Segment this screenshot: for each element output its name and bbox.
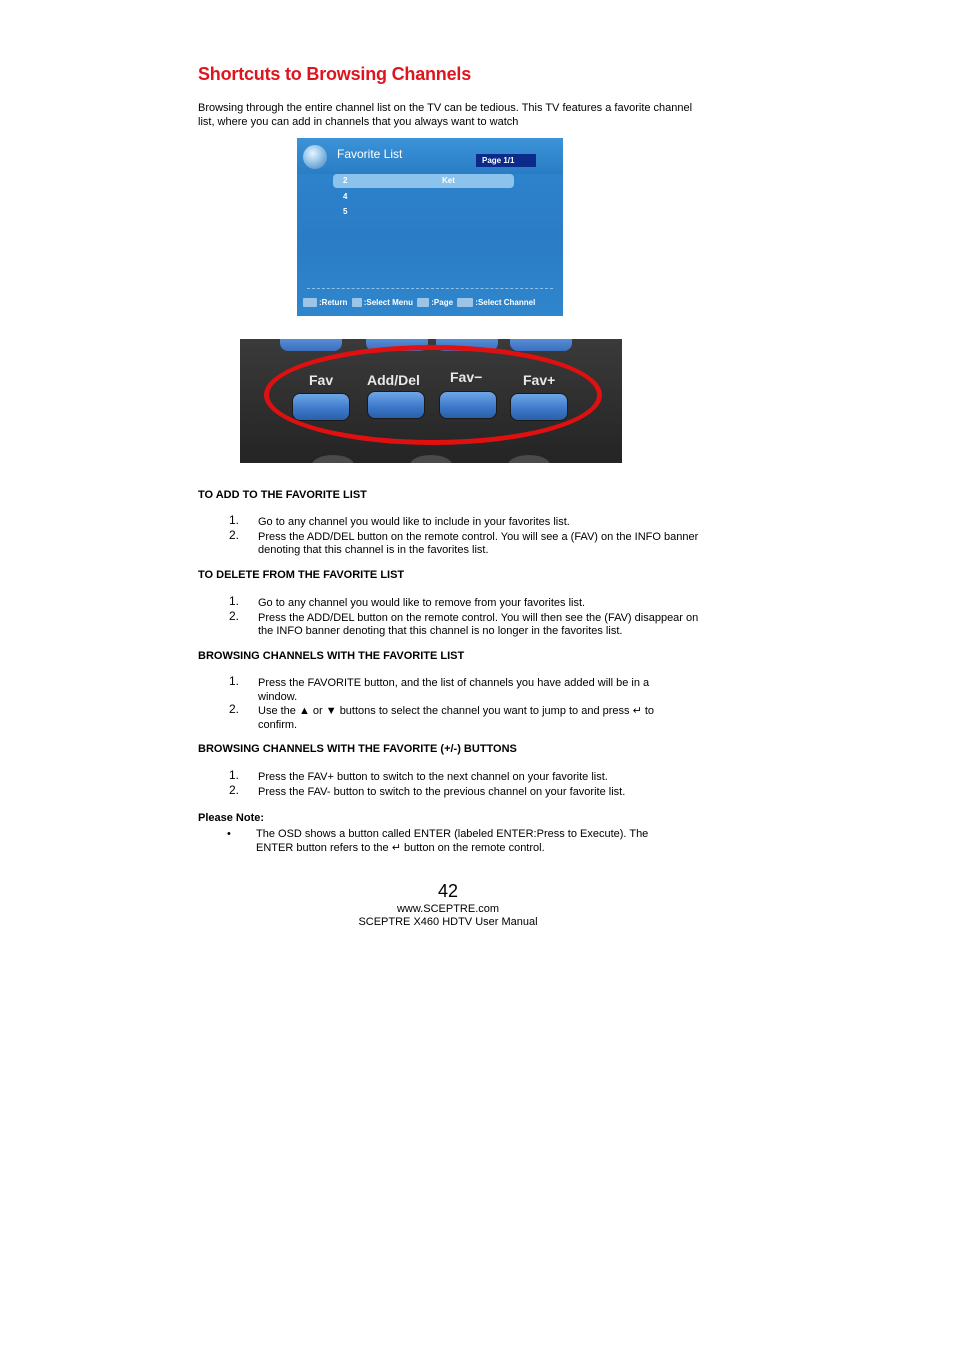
list-number: 2. — [229, 608, 240, 623]
footer-manual-title: SCEPTRE X460 HDTV User Manual — [358, 916, 538, 928]
section-heading: TO ADD TO THE FAVORITE LIST — [198, 489, 367, 501]
list-text: Press the FAVORITE button, and the list of channels you have added will be in a window. — [258, 677, 650, 703]
osd-page-indicator: Page 1/1 — [476, 154, 536, 167]
instruction-list — [229, 513, 709, 558]
section-heading: BROWSING CHANNELS WITH THE FAVORITE LIST — [198, 650, 465, 662]
list-item — [229, 768, 709, 785]
osd-channel-number: 5 — [343, 207, 348, 216]
osd-channel-name: Ket — [442, 176, 455, 185]
highlight-oval — [264, 345, 602, 445]
osd-divider — [307, 288, 553, 289]
list-item — [229, 782, 709, 800]
list-item — [229, 594, 709, 611]
remote-control-photo — [240, 339, 622, 463]
list-number: 2. — [229, 702, 240, 716]
osd-title: Favorite List — [337, 147, 403, 161]
remote-top-button — [510, 339, 572, 351]
osd-channel-number: 2 — [343, 176, 348, 185]
instruction-list — [229, 768, 709, 799]
osd-selected-row — [333, 174, 514, 188]
page-title: Shortcuts to Browsing Channels — [198, 64, 472, 84]
osd-legend-text: :Return — [319, 298, 348, 307]
bullet-icon: • — [227, 828, 231, 840]
list-number: 2. — [229, 782, 240, 797]
list-item — [229, 674, 669, 704]
updown-key-icon — [352, 298, 362, 307]
globe-icon — [303, 145, 327, 169]
list-text: Use the ▲ or ▼ buttons to select the channel you want to jump to and press ↵ to confirm. — [258, 705, 655, 731]
menu-key-icon — [303, 298, 317, 307]
leftright-key-icon — [417, 298, 429, 307]
list-number: 1. — [229, 513, 240, 527]
note-heading: Please Note: — [198, 812, 265, 824]
enter-key-icon — [457, 298, 473, 307]
remote-bottom-button — [410, 455, 452, 463]
list-text: Press the ADD/DEL button on the remote control. You will see a (FAV) on the INFO banner denoting that this channel is in the favorites list. — [258, 530, 699, 556]
list-number: 1. — [229, 594, 240, 608]
list-item — [229, 513, 709, 530]
osd-legend-text: :Page — [431, 298, 454, 307]
remote-label-fav-plus: Fav+ — [523, 372, 556, 388]
instruction-list — [229, 594, 709, 639]
osd-legend-text: :Select Menu — [363, 298, 414, 307]
osd-legend-text: :Select Channel — [475, 298, 536, 307]
list-number: 1. — [229, 674, 240, 688]
list-text: Go to any channel you would like to include in your favorites list. — [258, 516, 570, 528]
footer-website: www.SCEPTRE.com — [396, 903, 500, 915]
remote-bottom-button — [312, 455, 354, 463]
list-text: Press the FAV+ button to switch to the next channel on your favorite list. — [258, 771, 608, 783]
list-item — [229, 608, 709, 639]
section-heading: BROWSING CHANNELS WITH THE FAVORITE (+/-) BUTTONS — [198, 743, 517, 755]
remote-top-button — [280, 339, 342, 351]
osd-channel-number: 4 — [343, 192, 348, 201]
intro-paragraph: Browsing through the entire channel list on the TV can be tedious. This TV features a favorite channel list, where you can add in channels that you always want to watch — [198, 102, 693, 128]
list-item — [229, 702, 669, 732]
remote-bottom-button — [508, 455, 550, 463]
note-text: The OSD shows a button called ENTER (labeled ENTER:Press to Execute). The ENTER button refers to the ↵ button on the remote control. — [256, 828, 649, 854]
list-number: 2. — [229, 527, 240, 542]
list-text: Press the ADD/DEL button on the remote control. You will then see the (FAV) disappear on the INFO banner denoting that this channel is no longer in the favorites list. — [258, 611, 699, 637]
remote-label-add-del: Add/Del — [367, 372, 420, 388]
list-item — [229, 527, 709, 558]
favorite-list-screenshot — [297, 138, 563, 316]
section-heading: TO DELETE FROM THE FAVORITE LIST — [198, 569, 405, 581]
remote-label-fav: Fav — [309, 372, 334, 388]
list-text: Press the FAV- button to switch to the previous channel on your favorite list. — [258, 785, 626, 798]
list-number: 1. — [229, 768, 240, 782]
list-text: Go to any channel you would like to remove from your favorites list. — [258, 597, 586, 609]
remote-label-fav-minus: Fav− — [450, 369, 483, 385]
page-number: 42 — [437, 881, 459, 901]
osd-key-legend — [303, 298, 563, 307]
instruction-list — [229, 674, 669, 732]
